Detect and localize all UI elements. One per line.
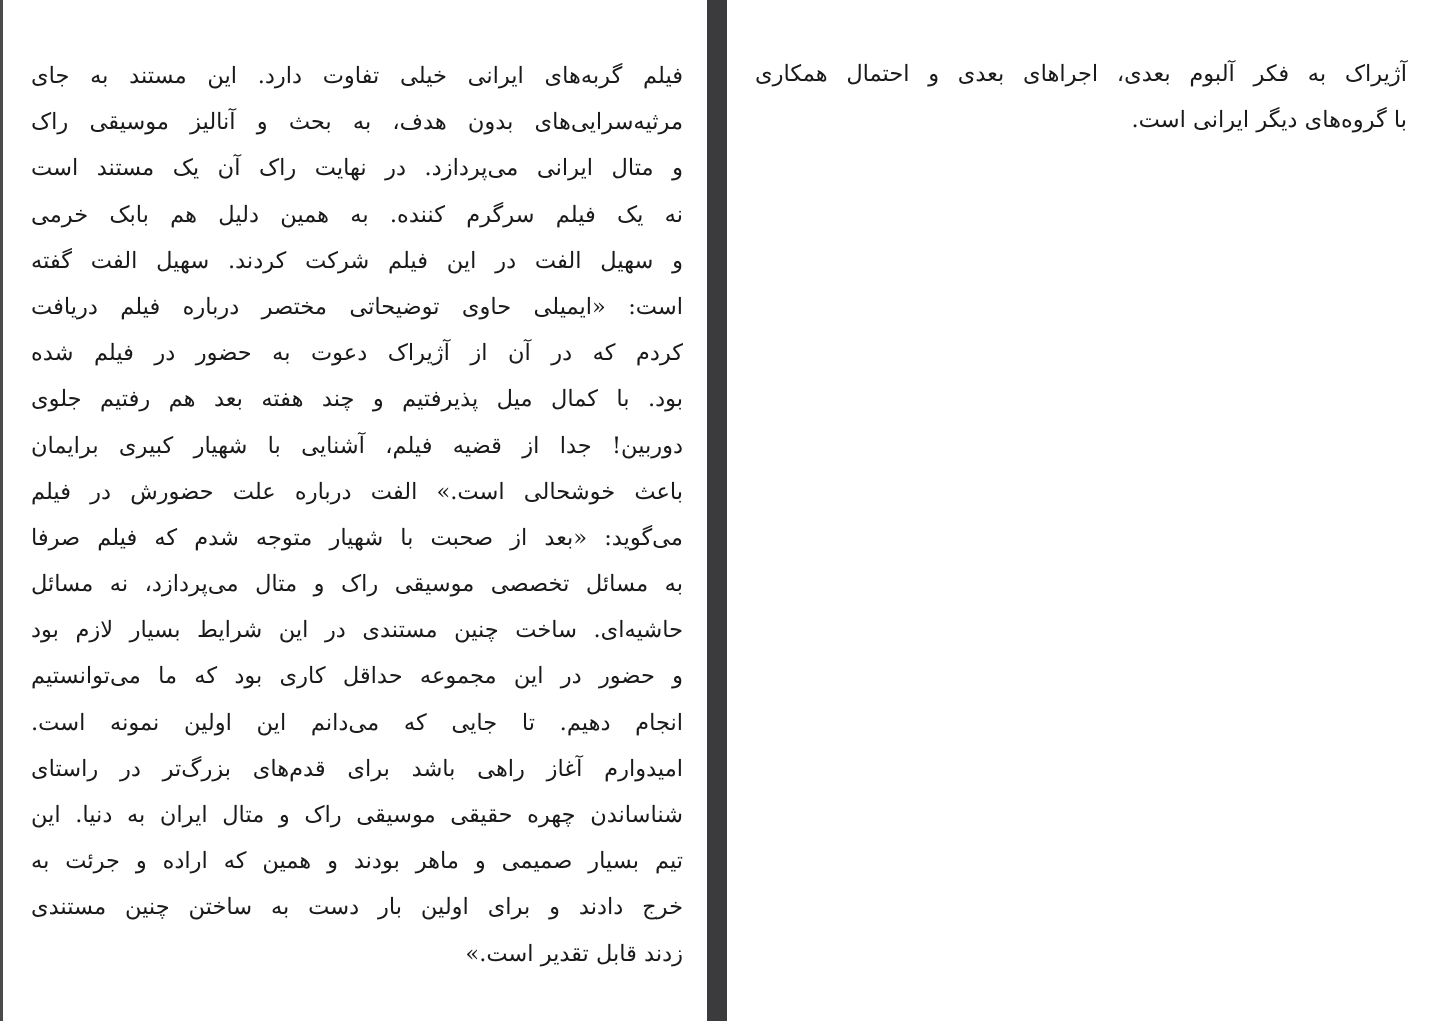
text-line: و متال ایرانی می‌پردازد. در نهایت راک آن یک مستند است: [31, 155, 683, 182]
text-line: نه یک فیلم سرگرم کننده. به همین دلیل هم بابک خرمی: [31, 201, 683, 228]
text-line: زدند قابل تقدیر است.»: [465, 940, 683, 967]
text-line: بود. با کمال میل پذیرفتیم و چند هفته بعد هم رفتیم جلوی: [31, 386, 683, 413]
text-line: شناساندن چهره حقیقی موسیقی راک و متال ایران به دنیا. این: [31, 802, 683, 828]
text-line: آژیراک به فکر آلبوم بعدی، اجراهای بعدی و احتمال همکاری: [755, 61, 1407, 87]
text-line: دوربین! جدا از قضیه فیلم، آشنایی با شهیار کبیری برایمان: [31, 432, 683, 459]
text-line: امیدوارم آغاز راهی باشد برای قدم‌های بزرگ‌تر در راستای: [31, 755, 683, 782]
text-line: است: «ایمیلی حاوی توضیحاتی مختصر درباره فیلم دریافت: [31, 293, 683, 320]
right-page-text: [755, 51, 1407, 143]
text-line: کردم که در آن از آژیراک دعوت به حضور در فیلم شده: [31, 340, 683, 367]
text-line: فیلم گربه‌های ایرانی خیلی تفاوت دارد. این مستند به جای: [31, 63, 683, 89]
text-line: حاشیه‌ای. ساخت چنین مستندی در این شرایط بسیار لازم بود: [31, 617, 683, 644]
text-line: به مسائل تخصصی موسیقی راک و متال می‌پردازد، نه مسائل: [31, 571, 683, 598]
text-line: و حضور در این مجموعه حداقل کاری بود که ما می‌توانستیم: [31, 663, 683, 690]
page-gutter: [707, 0, 727, 1021]
text-line: می‌گوید: «بعد از صحبت با شهیار متوجه شدم که فیلم صرفا: [31, 524, 683, 551]
text-line: و سهیل الفت در این فیلم شرکت کردند. سهیل الفت گفته: [31, 247, 683, 274]
left-page: [3, 0, 707, 1021]
text-line: باعث خوشحالی است.» الفت درباره علت حضورش در فیلم: [31, 478, 683, 505]
text-line: تیم بسیار صمیمی و ماهر بودند و همین که اراده و جرئت به: [31, 848, 683, 875]
right-page: [727, 0, 1433, 1021]
text-line: خرج دادند و برای اولین بار دست به ساختن چنین مستندی: [31, 894, 683, 921]
text-line: مرثیه‌سرایی‌های بدون هدف، به بحث و آنالیز موسیقی راک: [31, 109, 683, 136]
left-page-text: [31, 53, 683, 977]
text-line: انجام دهیم. تا جایی که می‌دانم این اولین نمونه است.: [31, 709, 683, 736]
text-line: با گروه‌های دیگر ایرانی است.: [1131, 107, 1407, 134]
